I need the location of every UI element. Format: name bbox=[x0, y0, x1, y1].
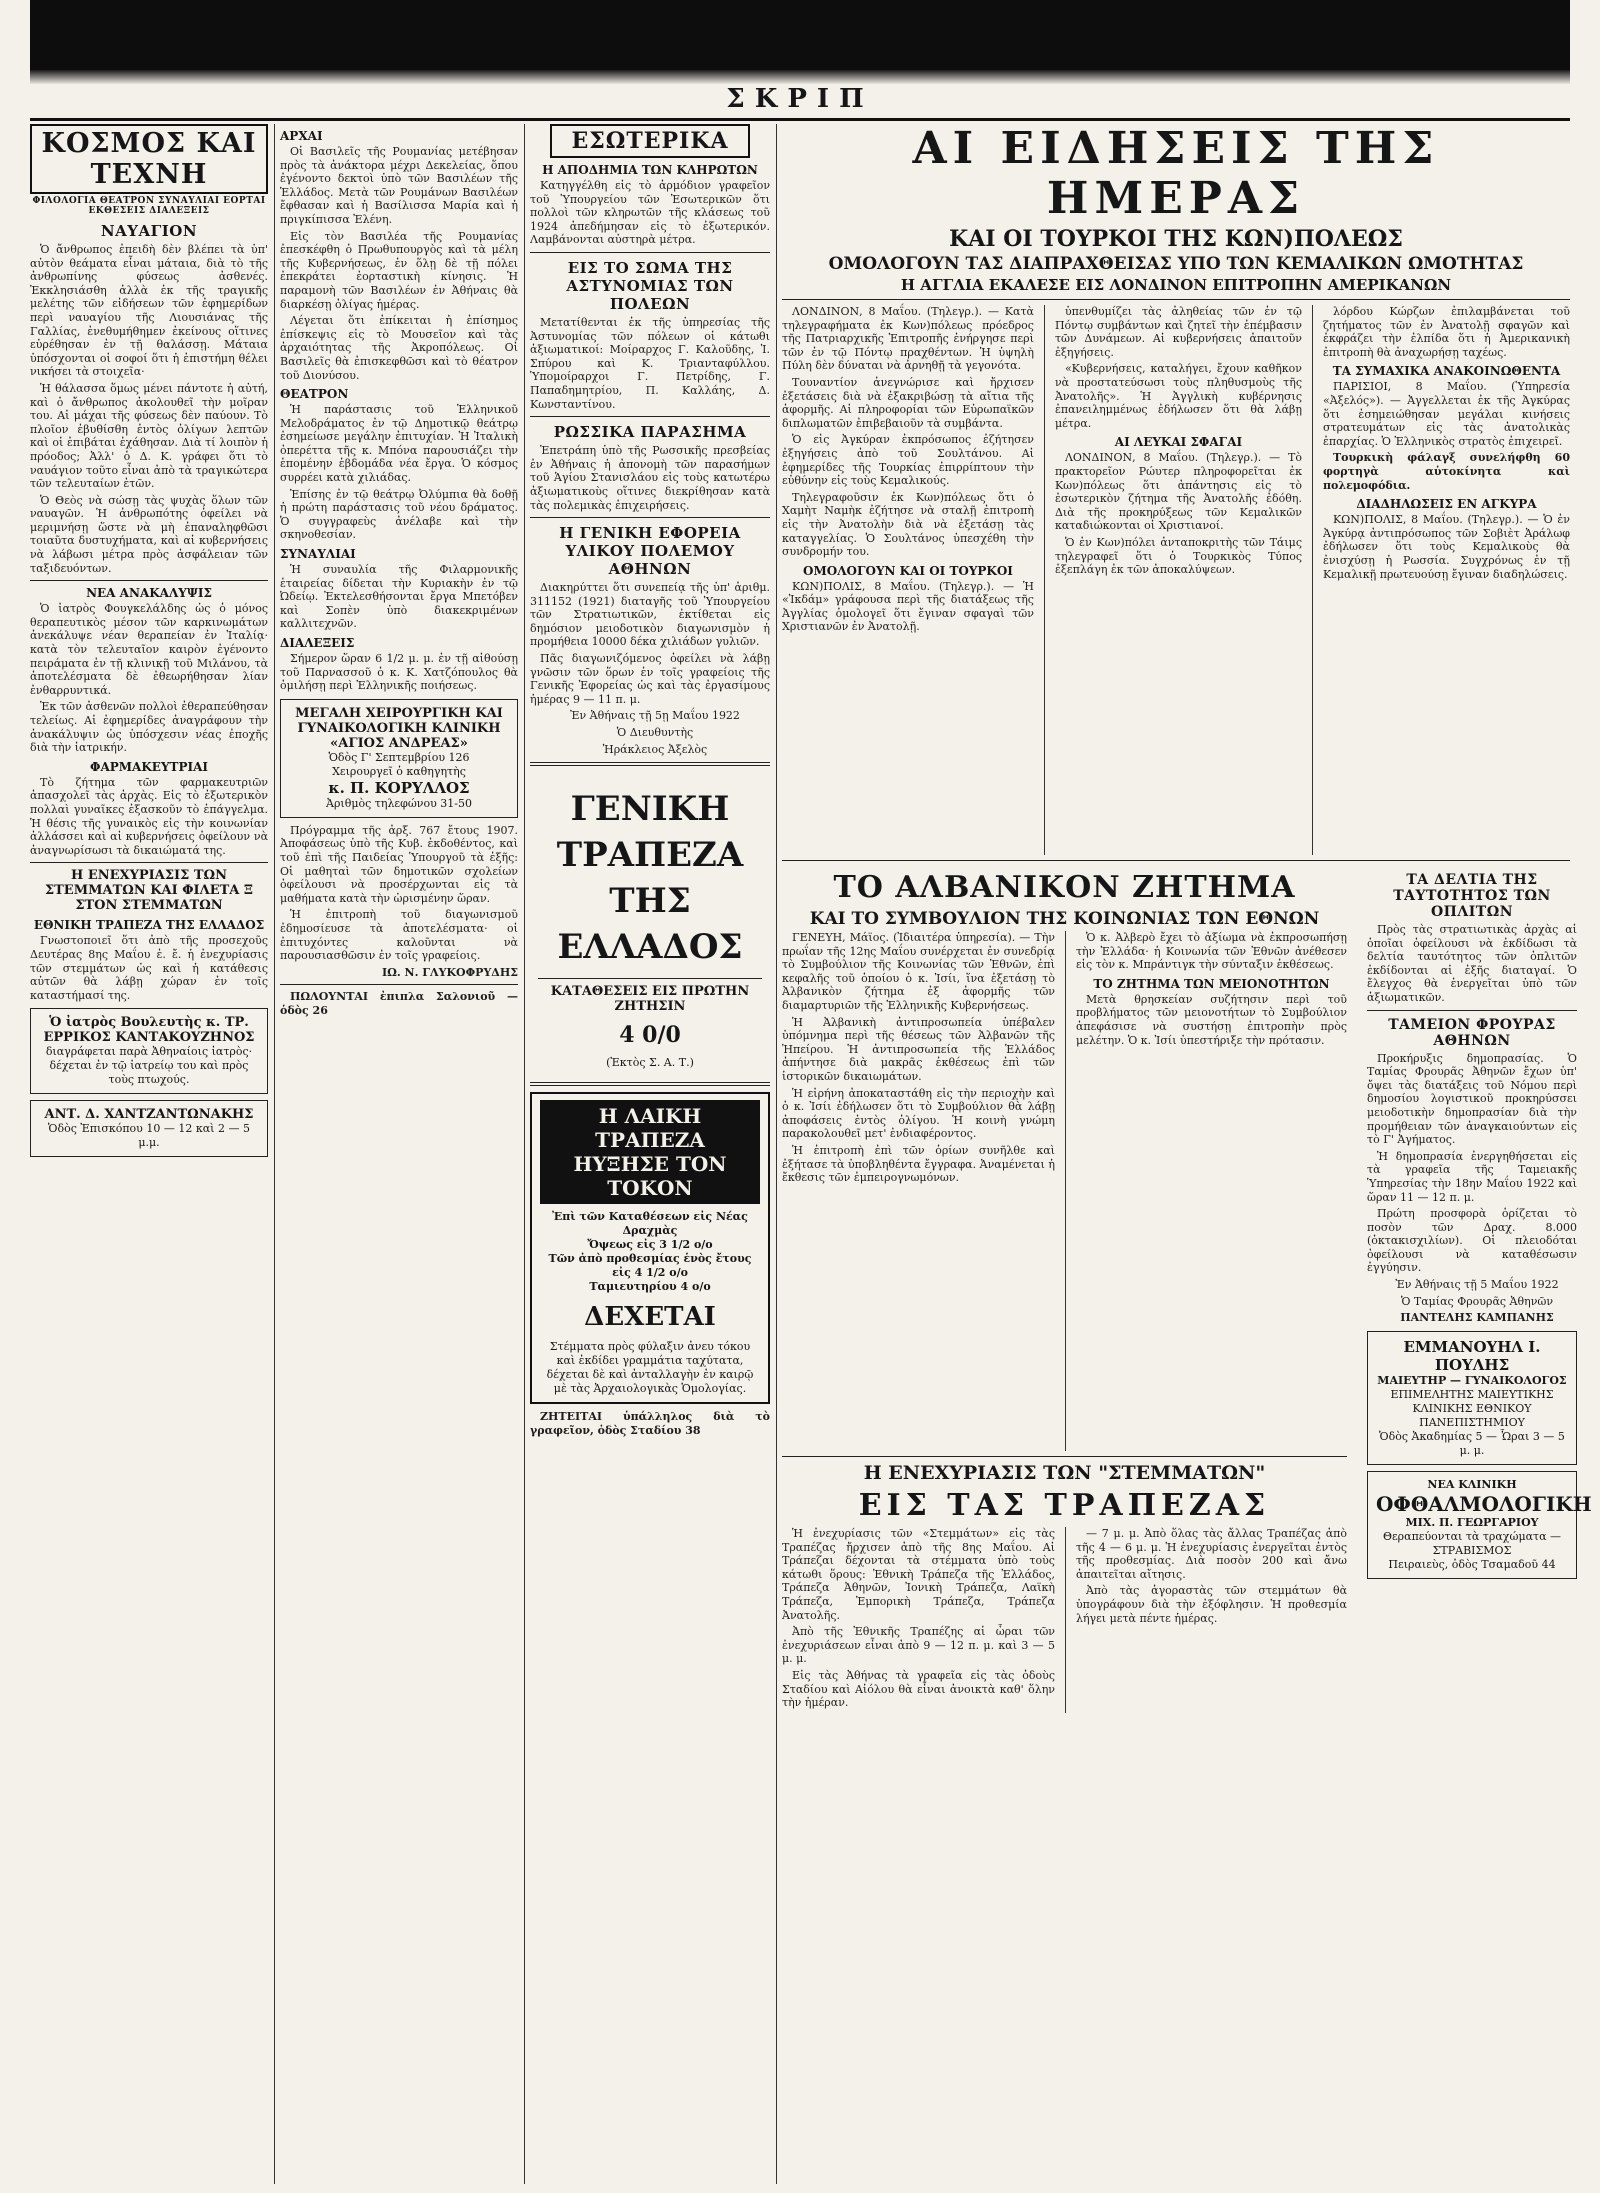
paragraph: ΛΟΝΔΙΝΟΝ, 8 Μαΐου. (Τηλεγρ.). — Κατὰ τηλεγραφήματα ἐκ Κων)πόλεως πρόεδρος τῆς Πατριαρχικῆς Ἐπιτροπῆς ἐνήργησε περὶ τῶν ἐν τῷ Πόντῳ πραχθέντων. Ἡ ὑψηλὴ Πύλη δὲν δύναται νὰ ἀρνηθῇ τὰ γεγονότα. bbox=[782, 305, 1034, 373]
heading-synavliai: ΣΥΝΑΥΛΙΑΙ bbox=[280, 547, 356, 562]
ad-ofthalmologiki bbox=[1367, 1471, 1592, 1579]
main-news bbox=[782, 123, 1592, 2184]
rule bbox=[782, 860, 1570, 861]
ad-name: κ. Π. ΚΟΡΥΛΛΟΣ bbox=[328, 778, 470, 797]
paragraph: Ἡ Ἀλβανικὴ ἀντιπροσωπεία ὑπέβαλεν ὑπόμνημα περὶ τῆς θέσεως τῶν Ἀλβανῶν τῆς Ἠπείρου. Ἡ ἀντιπροσωπεία τῆς Ἑλλάδος ἀπήντησε διὰ μακρᾶς ἐκθέσεως ἐπὶ τῶν ἱστορικῶν δικαιωμάτων. bbox=[782, 1015, 1055, 1083]
section-title-box bbox=[30, 124, 268, 194]
subheading: ΑΙ ΛΕΥΚΑΙ ΣΦΑΓΑΙ bbox=[1114, 435, 1243, 450]
paragraph: ὑπενθυμίζει τὰς ἀληθείας τῶν ἐν τῷ Πόντῳ συμβάντων καὶ ζητεῖ τὴν ἐπέμβασιν τῶν Δυνάμεων. Αἱ κυβερνήσεις ἀπαιτοῦν ἐξηγήσεις. bbox=[1054, 305, 1302, 359]
paragraph: ΚΩΝ)ΠΟΛΙΣ, 8 Μαΐου. (Τηλεγρ.). — Ὁ ἐν Ἀγκύρᾳ ἀντιπρόσωπος τῶν Σοβιὲτ Ἀράλωφ ἐδήλωσεν ὅτι τοὺς Κεμαλικοὺς θὰ ἐνισχύσῃ ἡ Ρωσσία. Συγχρόνως ἐν τῇ Κεμαλικῇ πρωτευούσῃ ἔγιναν διαδηλώσεις. bbox=[1322, 513, 1570, 581]
section-title-box bbox=[550, 124, 750, 158]
rule bbox=[530, 1082, 770, 1086]
column-rule bbox=[1065, 1527, 1066, 1713]
paragraph: Διακηρύττει ὅτι συνεπείᾳ τῆς ὑπ' ἀριθμ. 311152 (1921) διαταγῆς τοῦ Ὑπουργείου τῶν Στρατιωτικῶν, ἐκτίθεται εἰς δημόσιον μειοδοτικὸν διαγωνισμὸν ἡ προμήθεια 10000 δέκα χιλιάδων γυλιῶν. bbox=[530, 581, 770, 649]
laiki-text: Ἐπὶ τῶν Καταθέσεων εἰς Νέας Δραχμὰς bbox=[552, 1210, 748, 1238]
column-rule bbox=[1065, 931, 1066, 1451]
paragraph: Μετὰ θρησκείαν συζήτησιν περὶ τοῦ προβλήματος τῶν μειονοτήτων τὸ Συμβούλιον ἀπεφάσισε νὰ συστήσῃ ἐπιτροπὴν πρὸς μελέτην. Ὁ κ. Ἰσίι ὑπεστήριξε τὴν πρότασιν. bbox=[1075, 992, 1347, 1047]
news-column bbox=[1076, 1527, 1347, 1713]
ad-text: ΝΕΑ ΚΛΙΝΙΚΗ bbox=[1427, 1477, 1517, 1491]
paragraph: Εἰς τὰς Ἀθήνας τὰ γραφεῖα εἰς τὰς ὁδοὺς Σταδίου καὶ Αἰόλου θὰ εἶναι ἀνοικτὰ καθ' ὅλην τὴν ἡμέραν. bbox=[782, 1668, 1055, 1710]
signature: ΙΩ. Ν. ΓΛΥΚΟΦΡΥΔΗΣ bbox=[381, 965, 518, 979]
ad-poulis bbox=[1367, 1331, 1577, 1465]
paragraph: Πρὸς τὰς στρατιωτικὰς ἀρχὰς αἱ ὁποῖαι ὀφείλουσι νὰ ἐκδίδωσι τὰ δελτία ταυτότητος τῶν ὁπλιτῶν ἐκδίδονται αἱ ἐξῆς διαταγαί. Ὁ ἔλεγχος θὰ ἐνεργεῖται ὑπὸ τῶν ἀξιωματικῶν. bbox=[1367, 923, 1577, 1004]
column-esoterika bbox=[530, 124, 770, 2184]
news-columns bbox=[782, 305, 1570, 855]
paragraph: Ἡ θάλασσα ὅμως μένει πάντοτε ἡ αὐτή, καὶ ὁ ἄνθρωπος ἀκολουθεῖ τὴν μοῖραν του. Αἱ μάχαι τῆς φύσεως δὲν παύουν. Τὸ πλοῖον ἐβυθίσθη ἐντὸς ὀλίγων λεπτῶν καὶ οἱ ἐπιβάται ἐχάθησαν. Διὰ τί λοιπὸν ἡ πρόοδος; Ἀλλ' ὁ Δ. Κ. γράφει ὅτι τὸ ναυάγιον τοῦτο εἶναι ἀπὸ τὰ τραγικώτερα τῶν τελευταίων ἐτῶν. bbox=[30, 381, 268, 491]
laiki-accepts: ΔΕΧΕΤΑΙ bbox=[584, 1302, 716, 1333]
paragraph: Ὁ ἰατρὸς Φουγκελάλδης ὡς ὁ μόνος θεραπευτικὸς μέσον τῶν καρκινωμάτων ἀνεκάλυψε νέαν θεραπείαν ἐν Ἰταλίᾳ· κατὰ τὸν τελευταῖον καιρὸν ἐγένοντο πειράματα ἐν τῇ κλινικῇ τοῦ Μιλάνου, τὰ ἀποτελέσματα δὲ ἐθεωρήθησαν λίαν ἐνθαρρυντικά. bbox=[30, 602, 268, 697]
paragraph: Ὁ κ. Ἀλβερὸ ἔχει τὸ ἀξίωμα νὰ ἐκπροσωπήσῃ τὴν Ἑλλάδα· ἡ Κοινωνία τῶν Ἐθνῶν ἀνέθεσεν εἰς τὸν κ. Μπράντιγκ τὴν σύνταξιν ἐκθέσεως. bbox=[1075, 931, 1347, 972]
ad-title: Ὁ ἰατρὸς Βουλευτὴς κ. ΤΡ. ΕΡΡΙΚΟΣ ΚΑΝΤΑΚΟΥΖΗΝΟΣ bbox=[43, 1015, 255, 1046]
column-rule bbox=[776, 124, 777, 2184]
paragraph: Τὸ ζήτημα τῶν φαρμακευτριῶν ἀπασχολεῖ τὰς ἀρχὰς. Εἰς τὸ ἐξωτερικὸν πολλαὶ γυναῖκες ἐξασκοῦν τὸ ἐπάγγελμα. Ἡ θέσις τῆς γυναικὸς εἰς τὴν κοινωνίαν ἀλλάσσει καὶ αἱ κυβερνήσεις ὀφείλουν νὰ ἀναγνωρίσωσι τὰ δικαιώματά της. bbox=[30, 775, 268, 857]
ad-text: Ὁδὸς Γ' Σεπτεμβρίου 126 bbox=[328, 750, 470, 764]
subheading: ΤΑ ΣΥΜΑΧΙΚΑ ΑΝΑΚΟΙΝΩΘΕΝΤΑ bbox=[1332, 364, 1561, 379]
laiki-text: Στέμματα πρὸς φύλαξιν ἀνευ τόκου καὶ ἐκδίδει γραμμάτια ταχύτατα, δέχεται δὲ καὶ ἀνταλλαγὴν ἐν καιρῷ μὲ τὰς Ἀρχαιολογικὰς Ὁμολογίας. bbox=[546, 1340, 754, 1396]
paragraph: Ἡ παράστασις τοῦ Ἑλληνικοῦ Μελοδράματος ἐν τῷ Δημοτικῷ θεάτρῳ ἐσημείωσε μεγάλην ἐπιτυχίαν. Ἡ Ἰταλικὴ ὀπερέττα τῆς κ. Μπόνα παρουσιάζει τὴν ἑπομένην ἑβδομάδα νέα ἔργα. Ὁ κόσμος συρρέει κατὰ χιλιάδας. bbox=[280, 403, 518, 485]
laiki-text: Ταμιευτηρίου 4 ο/ο bbox=[589, 1280, 711, 1294]
column-rule bbox=[524, 124, 525, 2184]
bank-rate: 4 0/0 bbox=[619, 1022, 681, 1049]
rule bbox=[280, 984, 518, 985]
ad-chantzantonakis bbox=[30, 1100, 268, 1157]
ad-text: ΜΙΧ. Π. ΓΕΩΡΓΑΡΙΟΥ bbox=[1405, 1515, 1539, 1529]
paragraph: ΠΑΡΙΣΙΟΙ, 8 Μαΐου. (Ὑπηρεσία «Ἀξελός»). — Ἀγγελλεται ἐκ τῆς Ἀγκύρας ὅτι ἐσημειώθησαν μεγάλαι κινήσεις στρατευμάτων εἰς τὰς ἀνατολικὰς ἐπαρχίας. Ὁ Ἑλληνικὸς στρατὸς ἐπιχειρεῖ. bbox=[1322, 380, 1570, 448]
paragraph: Πρόγραμμα τῆς ἀρξ. 767 ἔτους 1907. Ἀποφάσεως ὑπὸ τῆς Κυβ. ἐκδοθέντος, καὶ τοῦ ἐπὶ τῆς Παιδείας Ὑπουργοῦ τὰ ἐξῆς: Οἱ μαθηταὶ τῶν δημοτικῶν σχολείων ὀφείλουσι νὰ προσέρχωνται εἰς τὰ μαθήματα κατὰ τὴν ὡρισμένην ὥραν. bbox=[280, 823, 518, 905]
ad-text: Θεραπεύονται τὰ τραχώματα — ΣΤΡΑΒΙΣΜΟΣ bbox=[1382, 1529, 1562, 1557]
paragraph: Ἀπὸ τῆς Ἐθνικῆς Τραπέζης αἱ ὧραι τῶν ἐνεχυριάσεων εἶναι ἀπὸ 9 — 12 π. μ. καὶ 3 — 5 μ. μ. bbox=[782, 1625, 1055, 1666]
ad-geniki-trapeza bbox=[530, 772, 770, 1076]
newspaper-page bbox=[30, 0, 1592, 2193]
paragraph: ΛΟΝΔΙΝΟΝ, 8 Μαΐου. (Τηλεγρ.). — Τὸ πρακτορεῖον Ρώυτερ πληροφορεῖται ἐκ Κων)πόλεως ὅτι ἀπάντησις εἰς τὸ ἐσωτερικὸν ζήτημα τῆς Ἀνατολῆς ἐδόθη. Διὰ τῆς προκηρύξεως τῶν Κεμαλικῶν καταδιώκονται οἱ Χριστιανοί. bbox=[1054, 451, 1302, 533]
heading-navagion: ΝΑΥΑΓΙΟΝ bbox=[100, 222, 198, 240]
ad-text: ΜΑΙΕΥΤΗΡ — ΓΥΝΑΙΚΟΛΟΓΟΣ bbox=[1377, 1373, 1567, 1387]
paragraph: Κατηγγέλθη εἰς τὸ ἁρμόδιον γραφεῖον τοῦ Ὑπουργείου τῶν Ἐσωτερικῶν ὅτι πολλοὶ τῶν κληρωτῶν τῆς κλάσεως τοῦ 1924 ἀπεδήμησαν εἰς τὸ ἐξωτερικόν. Λαμβάνονται αὐστηρὰ μέτρα. bbox=[530, 179, 770, 247]
paragraph: Ἐκ τῶν ἀσθενῶν πολλοὶ ἐθεραπεύθησαν τελείως. Αἱ ἐφημερίδες ἀναγράφουν τὴν ἀνακάλυψιν ὡς ὑπόσχεσιν νέας ἐποχῆς διὰ τὴν ἰατρικήν. bbox=[30, 700, 268, 755]
column-rule bbox=[1044, 305, 1045, 855]
ad-title: ΟΦΘΑΛΜΟΛΟΓΙΚΗ bbox=[1376, 1491, 1592, 1516]
ad-kliniki-agios-andreas bbox=[280, 699, 518, 818]
column-rule bbox=[274, 124, 275, 2184]
paragraph: Ὁ ἄνθρωπος ἐπειδὴ δὲν βλέπει τὰ ὑπ' αὐτὸν θεάματα εἶναι μάταια, διὰ τὸ τῆς ἀνθρωπίνης φύσεως ἀσθενές. Ἐκκλησιάσθη ἀλλὰ ἐκ τῆς τραγικῆς μελέτης τῶν εἰδήσεων τῶν ἐφημερίδων περὶ ναυαγίου τῆς Λιουσιάνας τῆς Γαλλίας, ἐνεθυμήθημεν ἐκείνους οἵτινες εὑρέθησαν ἐν τῇ θαλάσσῃ. Μάταια ὑπόσχονται οἱ σοφοί ὅτι ἡ ἐπιστήμη θέλει νικήσει τὰ στοιχεῖα· bbox=[30, 243, 268, 379]
masthead-rule bbox=[30, 118, 1570, 121]
scan-top-band bbox=[30, 0, 1570, 70]
paragraph: Εἰς τὸν Βασιλέα τῆς Ρουμανίας ἐπεσκέφθη ὁ Πρωθυπουργὸς καὶ τὰ μέλη τῆς Κυβερνήσεως, ἐν ὅλῃ δὲ τῇ πόλει ἐπεκράτει ἐορταστικὴ κίνησις. Ἡ παραμονὴ τῶν Βασιλέων ἐν Ἀθήναις θὰ διαρκέσῃ ὀλίγας ἡμέρας. bbox=[280, 229, 518, 311]
paragraph: Λέγεται ὅτι ἐπίκειται ἡ ἐπίσημος ἐπίσκεψις εἰς τὸ Μουσεῖον καὶ τὰς ἀρχαιότητας τῆς Ἀκροπόλεως. Οἱ Βασιλεῖς θὰ ἐπισκεφθῶσι καὶ τὸ θέατρον τοῦ Διονύσου. bbox=[280, 314, 518, 382]
paragraph: λόρδου Κώρζων ἐπιλαμβάνεται τοῦ ζητήματος τῶν ἐν Ἀνατολῇ σφαγῶν καὶ ἐκφράζει τὴν ἐλπίδα ὅτι ἡ Ἀμερικανικὴ ἐπιτροπὴ θὰ ἀναχωρήσῃ ταχέως. bbox=[1322, 305, 1570, 359]
ad-title: ΑΝΤ. Δ. ΧΑΝΤΖΑΝΤΩΝΑΚΗΣ bbox=[44, 1107, 254, 1123]
paragraph: Ὁ Θεὸς νὰ σώσῃ τὰς ψυχὰς ὅλων τῶν ναυαγῶν. Ἡ ἀνθρωπότης ὀφείλει νὰ μεριμνήσῃ ὥστε νὰ μὴ ἐπαναληφθῶσι τοιαῦτα δυστυχήματα, καὶ αἱ κυβερνήσεις νὰ λάβωσι μέτρα πρὸς ἀσφάλειαν τῶν ταξιδευόντων. bbox=[30, 493, 268, 575]
paragraph: Ἡ ἐπιτροπὴ ἐπὶ τῶν ὁρίων συνῆλθε καὶ ἐξήτασε τὰ ὑποβληθέντα ἔγγραφα. Ἀναμένεται ἡ ἔκθεσις τῶν ἐμπειρογνωμόνων. bbox=[782, 1143, 1055, 1185]
rule bbox=[782, 299, 1570, 300]
laiki-text: Ὄψεως εἰς 3 1/2 ο/ο bbox=[587, 1238, 713, 1252]
paragraph: Πᾶς διαγωνιζόμενος ὀφείλει νὰ λάβῃ γνῶσιν τῶν ὅρων ἐν τοῖς γραφείοις τῆς Γενικῆς Ἐφορείας ὡς καὶ τὰς ἐργασίμους ἡμέρας 9 — 11 π. μ. bbox=[530, 652, 770, 706]
heading-parasima: ΡΩΣΣΙΚΑ ΠΑΡΑΣΗΜΑ bbox=[553, 423, 747, 442]
news-column bbox=[1055, 305, 1302, 855]
stemmata-headline: Η ΕΝΕΧΥΡΙΑΣΙΣ ΤΩΝ "ΣΤΕΜΜΑΤΩΝ" bbox=[863, 1462, 1266, 1484]
paragraph: — 7 μ. μ. Ἀπὸ ὅλας τὰς ἄλλας Τραπέζας ἀπὸ τῆς 4 — 6 μ. μ. Ἡ ἐνεχυρίασις ἐνεργεῖται ἐντὸς τῆς προθεσμίας. Διὰ ποσὸν 200 καὶ ἄνω ἀπαιτεῖται αἴτησις. bbox=[1075, 1527, 1347, 1581]
subheading: ΟΜΟΛΟΓΟΥΝ ΚΑΙ ΟΙ ΤΟΥΡΚΟΙ bbox=[803, 563, 1013, 578]
heading-deltia: ΤΑ ΔΕΛΤΙΑ ΤΗΣ ΤΑΥΤΟΤΗΤΟΣ ΤΩΝ ΟΠΛΙΤΩΝ bbox=[1393, 872, 1551, 920]
paragraph: Ἡ ἐνεχυρίασις τῶν «Στεμμάτων» εἰς τὰς Τραπέζας ἤρχισεν ἀπὸ τῆς 8ης Μαΐου. Αἱ Τράπεζαι δέχονται τὰ στέμματα ὑπὸ τοὺς κάτωθι ὅρους: Ἐθνικὴ Τράπεζα τῆς Ἑλλάδος, Τράπεζα Ἀθηνῶν, Ἰονικὴ Τράπεζα, Λαϊκὴ Τράπεζα, Ἐμπορικὴ Τράπεζα, Τράπεζα Ἀνατολῆς. bbox=[782, 1527, 1055, 1622]
rule bbox=[530, 517, 770, 518]
news-column bbox=[782, 931, 1055, 1451]
albania-headline: ΤΟ ΑΛΒΑΝΙΚΟΝ ΖΗΤΗΜΑ bbox=[833, 870, 1296, 905]
signature-title: Ὁ Διευθυντὴς bbox=[616, 726, 694, 740]
news-column bbox=[1076, 931, 1347, 1451]
paragraph: Ἀπὸ τὰς ἀγοραστὰς τῶν στεμμάτων θὰ ὑπογράφουν διὰ τὴν ἐξόφλησιν. Ἡ προθεσμία λήγει μετὰ πέντε ἡμέρας. bbox=[1075, 1584, 1347, 1625]
rule bbox=[1367, 1010, 1577, 1011]
rule bbox=[30, 580, 268, 581]
ad-text: Πειραιεὺς, ὁδὸς Τσαμαδοῦ 44 bbox=[1388, 1557, 1556, 1571]
heading-eforeia: Η ΓΕΝΙΚΗ ΕΦΟΡΕΙΑ ΥΛΙΚΟΥ ΠΟΛΕΜΟΥ ΑΘΗΝΩΝ bbox=[559, 524, 741, 579]
paragraph: Τουναντίον ἀνεγνώρισε καὶ ἤρχισεν ἐξετάσεις διὰ νὰ ἐξακριβώσῃ τὰ αἴτια τῆς ἀφορμῆς. Αἱ πληροφορίαι τῶν Εὐρωπαϊκῶν διπλωματῶν ἐπιβεβαιοῦν τὰ συμβάντα. bbox=[782, 375, 1034, 430]
news-column bbox=[782, 305, 1034, 855]
news-column bbox=[782, 1527, 1055, 1713]
paragraph: Μετατίθενται ἐκ τῆς ὑπηρεσίας τῆς Ἀστυνομίας τῶν πόλεων οἱ κάτωθι ἀξιωματικοί: Μοίραρχος Γ. Καλοῦδης, Ἰ. Σπύρου καὶ Κ. Τριανταφύλλου. Ὑπομοίραρχοι Γ. Πετρίδης, Γ. Παπαδημητρίου, Π. Καλλάης, Δ. Κωνσταντίνου. bbox=[530, 315, 770, 411]
heading-tameion: ΤΑΜΕΙΟΝ ΦΡΟΥΡΑΣ ΑΘΗΝΩΝ bbox=[1388, 1016, 1556, 1049]
column-kosmos-2 bbox=[280, 124, 518, 2184]
signature-title: Ὁ Ταμίας Φρουρᾶς Ἀθηνῶν bbox=[1400, 1294, 1554, 1308]
heading-dialexeis: ΔΙΑΛΕΞΕΙΣ bbox=[280, 636, 355, 650]
ad-text: Χειρουργεῖ ὁ καθηγητὴς bbox=[332, 764, 466, 778]
ad-text: Ὁδὸς Ἐπισκόπου 10 — 12 καὶ 2 — 5 μ.μ. bbox=[48, 1122, 250, 1150]
paragraph: Οἱ Βασιλεῖς τῆς Ρουμανίας μετέβησαν πρὸς τὰ ἀνάκτορα μέχρι Δεκελείας, ὅπου ἐγένοντο δεκτοὶ ὑπὸ τῶν Βασιλέων τῆς Ἑλλάδος. Μετὰ τῶν Ρουμάνων Βασιλέων ἔφθασαν καὶ ἡ Βασίλισσα Μαρία καὶ ἡ πριγκίπισσα Ἐλένη. bbox=[280, 145, 518, 226]
rule bbox=[782, 1456, 1347, 1457]
paragraph: Ἡ ἐπιτροπὴ τοῦ διαγωνισμοῦ ἐδημοσίευσε τὰ ἀποτελέσματα· οἱ ἐπιτυχόντες καλοῦνται νὰ παρουσιασθῶσιν ἐν τοῖς γραφείοις. bbox=[280, 908, 518, 963]
rule bbox=[538, 978, 762, 979]
masthead: ΣΚΡΙΠ bbox=[726, 84, 874, 114]
paragraph: Ἡ συναυλία τῆς Φιλαρμονικῆς ἑταιρείας δίδεται τὴν Κυριακὴν ἐν τῷ Ὠδείῳ. Ἐκτελεσθήσονται ἔργα Μπετόβεν καὶ Σοπὲν ὑπὸ διακεκριμένων καλλιτεχνῶν. bbox=[280, 563, 518, 631]
paragraph: Ἡ δημοπρασία ἐνεργηθήσεται εἰς τὰ γραφεῖα τῆς Ταμειακῆς Ὑπηρεσίας τὴν 18ην Μαΐου 1922 καὶ ὥραν 11 — 12 π. μ. bbox=[1367, 1149, 1577, 1204]
paragraph: Σήμερον ὥραν 6 1/2 μ. μ. ἐν τῇ αἰθούσῃ τοῦ Παρνασσοῦ ὁ κ. Κ. Χατζόπουλος θὰ ὁμιλήσῃ περὶ Ἑλληνικῆς ποιήσεως. bbox=[280, 652, 518, 693]
bank-name: ΓΕΝΙΚΗ ΤΡΑΠΕΖΑ ΤΗΣ ΕΛΛΑΔΟΣ bbox=[556, 789, 744, 968]
ad-title: ΕΜΜΑΝΟΥΗΛ Ι. ΠΟΥΛΗΣ bbox=[1403, 1337, 1541, 1374]
column-rule bbox=[1312, 305, 1313, 855]
paragraph: Ἡ εἰρήνη ἀποκαταστάθη εἰς τὴν περιοχὴν καὶ ὁ κ. Ἰσίι ἐδήλωσεν ὅτι τὸ Συμβούλιον θὰ λάβῃ ἀποφάσεις ἐντὸς ὀλίγου. Ἡ κοινὴ γνώμη παρακολουθεῖ μετ' ἐνδιαφέροντος. bbox=[782, 1086, 1055, 1141]
albania-deck: ΚΑΙ ΤΟ ΣΥΜΒΟΥΛΙΟΝ ΤΗΣ ΚΟΙΝΩΝΙΑΣ ΤΩΝ ΕΘΝΩΝ bbox=[809, 909, 1320, 929]
ad-phone: Ἀριθμὸς τηλεφώνου 31-50 bbox=[326, 796, 472, 810]
bank-tax-note: (Ἐκτὸς Σ. Α. Τ.) bbox=[606, 1056, 694, 1070]
rule bbox=[30, 862, 268, 863]
lower-left bbox=[782, 866, 1347, 1713]
stemmata-columns bbox=[782, 1527, 1347, 1713]
paragraph: «Κυβερνήσεις, καταλήγει, ἔχουν καθῆκον νὰ προστατεύσωσι τοὺς πληθυσμοὺς τῆς Ἀνατολῆς». Ἡ Ἀγγλικὴ κυβέρνησις ἐπανειλημμένως ἐδήλωσεν ὅτι θὰ λάβῃ μέτρα. bbox=[1054, 362, 1302, 430]
ad-kantakouzinos bbox=[30, 1008, 268, 1094]
stemmata-deck: ΕΙΣ ΤΑΣ ΤΡΑΠΕΖΑΣ bbox=[858, 1488, 1271, 1523]
rule bbox=[530, 416, 770, 417]
signature-name: Ἡράκλειος Ἀξελὸς bbox=[602, 742, 708, 756]
paragraph: Ὁ ἐν Κων)πόλει ἀνταποκριτὴς τῶν Τάιμς τηλεγραφεῖ ὅτι ὁ Τουρκικὸς Τύπος ἐξεπλάγη ἐκ τῶν ἀποκαλύψεων. bbox=[1054, 535, 1302, 577]
paragraph: Γνωστοποιεῖ ὅτι ἀπὸ τῆς προσεχοῦς Δευτέρας 8ης Μαΐου ἐ. ἔ. ἡ ἐνεχυρίασις τῶν στεμμάτων ὡς καὶ ἡ κατάθεσις αὐτῶν θὰ λάβῃ χώραν ἐν τοῖς καταστήμασί της. bbox=[30, 934, 268, 1002]
bank-deposits: ΚΑΤΑΘΕΣΕΙΣ ΕΙΣ ΠΡΩΤΗΝ ΖΗΤΗΣΙΝ bbox=[550, 984, 750, 1015]
paragraph: Ἐπετράπη ὑπὸ τῆς Ρωσσικῆς πρεσβείας ἐν Ἀθήναις ἡ ἀπονομὴ τῶν παρασήμων τοῦ Ἁγίου Στανισλάου εἰς τοὺς κατωτέρω ἀξιωματικοὺς οἵτινες διεκρίθησαν κατὰ τὰς πολεμικὰς ἐπιχειρήσεις. bbox=[530, 444, 770, 512]
paragraph: ΚΩΝ)ΠΟΛΙΣ, 8 Μαΐου. (Τηλεγρ.). — Ἡ «Ἰκδάμ» γράφουσα περὶ τῆς διατάξεως τῆς Ἀγγλίας ὁμολογεῖ ὅτι ἔγιναν σφαγαὶ τῶν Χριστιανῶν ἐν Ἀνατολῇ. bbox=[782, 579, 1034, 634]
paragraph: Προκήρυξις δημοπρασίας. Ὁ Ταμίας Φρουρᾶς Ἀθηνῶν ἔχων ὑπ' ὄψει τὰς διατάξεις τοῦ Νόμου περὶ δημοσίου λογιστικοῦ προκηρύσσει μειοδοτικὴν δημοπρασίαν διὰ τὴν προμήθειαν τῶν ἀναγκαιούντων εἰς τὸ Γ' Ἀγήματος. bbox=[1367, 1051, 1577, 1147]
date-line: Ἐν Ἀθήναις τῇ 5 Μαΐου 1922 bbox=[1395, 1278, 1559, 1292]
heading-theatron: ΘΕΑΤΡΟΝ bbox=[280, 387, 349, 402]
heading-stemmata: Η ΕΝΕΧΥΡΙΑΣΙΣ ΤΩΝ ΣΤΕΜΜΑΤΩΝ ΚΑΙ ΦΙΛΕΤΑ Ξ ΣΤΟΝ ΣΤΕΜΜΑΤΩΝ bbox=[44, 868, 254, 914]
ad-laiki-trapeza bbox=[530, 1092, 770, 1404]
deck-headline: Η ΑΓΓΛΙΑ ΕΚΑΛΕΣΕ ΕΙΣ ΛΟΝΔΙΝΟΝ ΕΠΙΤΡΟΠΗΝ ΑΜΕΡΙΚΑΝΩΝ bbox=[900, 276, 1452, 294]
news-column bbox=[1323, 305, 1570, 855]
column-kosmos bbox=[30, 124, 268, 2184]
ad-title: ΜΕΓΑΛΗ ΧΕΙΡΟΥΡΓΙΚΗ ΚΑΙ ΓΥΝΑΙΚΟΛΟΓΙΚΗ ΚΛΙΝΙΚΗ «ΑΓΙΟΣ ΑΝΔΡΕΑΣ» bbox=[295, 705, 503, 751]
signature-name: ΠΑΝΤΕΛΗΣ ΚΑΜΠΑΝΗΣ bbox=[1400, 1311, 1554, 1325]
heading-anakalypsis: ΝΕΑ ΑΝΑΚΑΛΥΨΙΣ bbox=[86, 586, 212, 601]
paragraph: Πρώτη προσφορὰ ὁρίζεται τὸ ποσὸν τῶν Δραχ. 8.000 (ὀκτακισχιλίων). Οἱ πλειοδόται ὀφείλουσι νὰ καταθέσωσιν ἐγγύησιν. bbox=[1367, 1207, 1577, 1275]
ad-text: ΕΠΙΜΕΛΗΤΗΣ ΜΑΙΕΥΤΙΚΗΣ ΚΛΙΝΙΚΗΣ ΕΘΝΙΚΟΥ ΠΑΝΕΠΙΣΤΗΜΙΟΥ bbox=[1390, 1387, 1554, 1429]
lower-block bbox=[782, 866, 1592, 1713]
paragraph: Ὁ εἰς Ἀγκύραν ἐκπρόσωπος ἐζήτησεν ἐξηγήσεις ἀπὸ τοῦ Σουλτάνου. Αἱ ἐφημερίδες τῆς Τουρκίας ἐπιρρίπτουν τὴν εὐθύνην εἰς τοὺς Κεμαλικούς. bbox=[782, 433, 1034, 488]
laiki-title: Η ΛΑΙΚΗ ΤΡΑΠΕΖΑ ΗΥΞΗΣΕ ΤΟΝ ΤΟΚΟΝ bbox=[540, 1100, 760, 1204]
lower-right bbox=[1367, 866, 1592, 1713]
paragraph: Τηλεγραφοῦσιν ἐκ Κων)πόλεως ὅτι ὁ Χαμὴτ Ναμὴκ ἐζήτησε νὰ σταλῇ ἐπιτροπὴ εἰς τὴν Ἀνατολὴν διὰ νὰ ἐξετάσῃ τὰς καταγγελίας. Ὁ Σουλτάνος ὑπεσχέθη τὴν συνδρομήν του. bbox=[782, 490, 1034, 559]
paragraph: Ἐπίσης ἐν τῷ θεάτρῳ Ὀλύμπια θὰ δοθῇ ἡ πρώτη παράστασις τοῦ νέου δράματος. Ὁ συγγραφεὺς ἀνέλαβε καὶ τὴν σκηνοθεσίαν. bbox=[280, 487, 518, 542]
heading-apodimia: Η ΑΠΟΔΗΜΙΑ ΤΩΝ ΚΛΗΡΩΤΩΝ bbox=[542, 163, 758, 177]
heading-ethniki-trapeza: ΕΘΝΙΚΗ ΤΡΑΠΕΖΑ ΤΗΣ ΕΛΛΑΔΟΣ bbox=[33, 918, 265, 933]
deck-headline: ΚΑΙ ΟΙ ΤΟΥΡΚΟΙ ΤΗΣ ΚΩΝ)ΠΟΛΕΩΣ bbox=[949, 226, 1403, 252]
laiki-text: Τῶν ἀπὸ προθεσμίας ἑνὸς ἔτους εἰς 4 1/2 ο/ο bbox=[548, 1252, 752, 1280]
subheading: ΔΙΑΔΗΛΩΣΕΙΣ ΕΝ ΑΓΚΥΡΑ bbox=[1356, 497, 1537, 512]
rubric: ΦΙΛΟΛΟΓΙΑ ΘΕΑΤΡΟΝ ΣΥΝΑΥΛΙΑΙ ΕΟΡΤΑΙ ΕΚΘΕΣΕΙΣ ΔΙΑΛΕΞΕΙΣ bbox=[32, 196, 266, 216]
paragraph: ΓΕΝΕΥΗ, Μάϊος. (Ἰδιαιτέρα ὑπηρεσία). — Τὴν πρωΐαν τῆς 12ης Μαΐου συνέρχεται ἐν συνεδρίᾳ τὸ Συμβούλιον τῆς Κοινωνίας τῶν Ἐθνῶν, ἐπὶ κεφαλῆς τοῦ ὁποίου ὁ κ. Ἰσίι, ἵνα ἐξετάσῃ τὸ Ἀλβανικὸν ζήτημα ἐξ ἀφορμῆς τῶν διαμαρτυριῶν τῆς Ἑλληνικῆς Κυβερνήσεως. bbox=[782, 931, 1055, 1012]
subheading: ΤΟ ΖΗΤΗΜΑ ΤΩΝ ΜΕΙΟΝΟΤΗΤΩΝ bbox=[1093, 976, 1330, 991]
scan-edge bbox=[30, 70, 1570, 84]
section-title-kosmos: ΚΟΣΜΟΣ ΚΑΙ ΤΕΧΝΗ bbox=[41, 128, 257, 190]
section-title-esoterika: ΕΣΩΤΕΡΙΚΑ bbox=[571, 128, 729, 154]
albania-columns bbox=[782, 931, 1347, 1451]
ad-text: διαγράφεται παρὰ Ἀθηναίοις ἰατρὸς· δέχεται ἐν τῷ ἰατρείῳ του καὶ πρὸς τοὺς πτωχούς. bbox=[45, 1045, 253, 1087]
date-line: Ἐν Ἀθήναις τῇ 5ῃ Μαΐου 1922 bbox=[570, 709, 740, 723]
classified: ΖΗΤΕΙΤΑΙ ὑπάλληλος διὰ τὸ γραφεῖον, ὁδὸς Σταδίου 38 bbox=[530, 1410, 770, 1437]
rule bbox=[530, 762, 770, 766]
heading-astynomia: ΕΙΣ ΤΟ ΣΩΜΑ ΤΗΣ ΑΣΤΥΝΟΜΙΑΣ ΤΩΝ ΠΟΛΕΩΝ bbox=[566, 258, 734, 313]
rule bbox=[530, 252, 770, 253]
lead-headline: ΑΙ ΕΙΔΗΣΕΙΣ ΤΗΣ ΗΜΕΡΑΣ bbox=[912, 123, 1440, 224]
deck-headline: ΟΜΟΛΟΓΟΥΝ ΤΑΣ ΔΙΑΠΡΑΧΘΕΙΣΑΣ ΥΠΟ ΤΩΝ ΚΕΜΑΛΙΚΩΝ ΩΜΟΤΗΤΑΣ bbox=[828, 254, 1524, 274]
classified: ΠΩΛΟΥΝΤΑΙ ἐπιπλα Σαλονιοῦ — ὁδὸς 26 bbox=[280, 990, 518, 1017]
heading-farmakeftriai: ΦΑΡΜΑΚΕΥΤΡΙΑΙ bbox=[89, 759, 208, 774]
paragraph: Τουρκικὴ φάλαγξ συνελήφθη 60 φορτηγὰ αὐτοκίνητα καὶ πολεμοφόδια. bbox=[1322, 451, 1570, 492]
heading-arxai: ΑΡΧΑΙ bbox=[280, 129, 323, 143]
ad-text: Ὁδὸς Ἀκαδημίας 5 — Ὧραι 3 — 5 μ. μ. bbox=[1379, 1429, 1565, 1457]
